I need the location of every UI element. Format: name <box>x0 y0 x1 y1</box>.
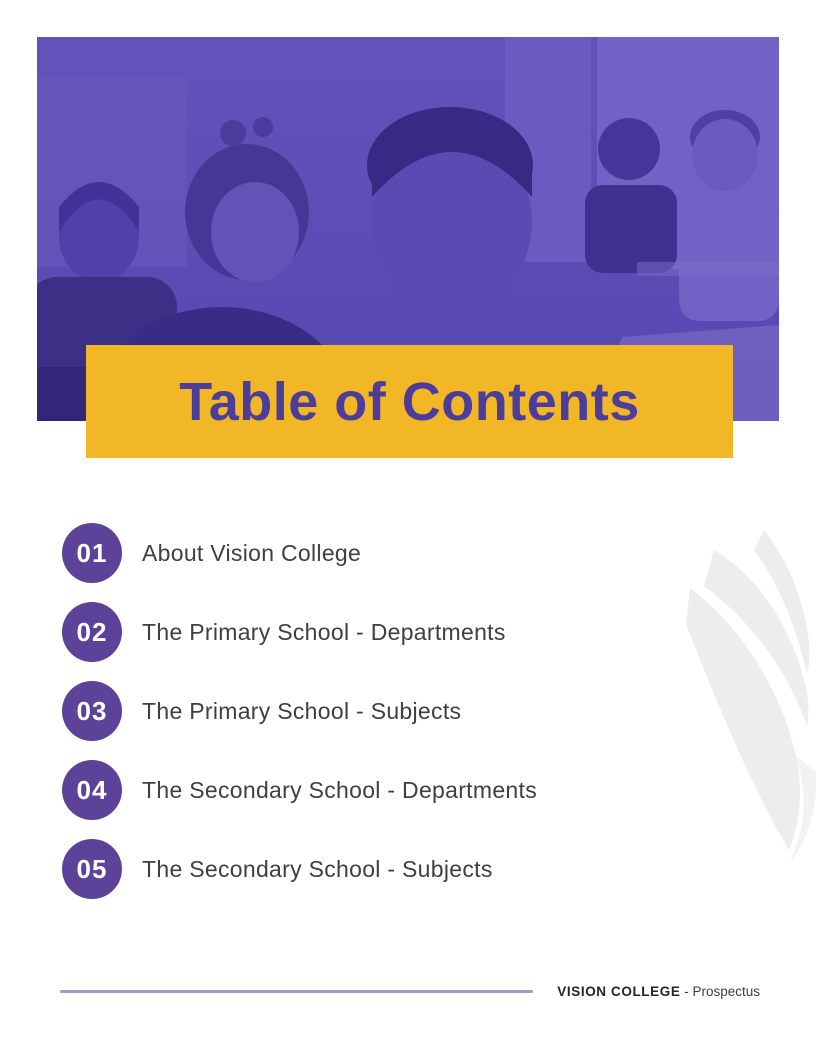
toc-number-badge: 04 <box>62 760 122 820</box>
footer-brand: VISION COLLEGE <box>557 983 681 999</box>
toc-item-02 <box>62 602 537 662</box>
hero-image <box>37 37 779 432</box>
toc-item-label: The Primary School - Departments <box>142 618 506 645</box>
toc-item-label: The Primary School - Subjects <box>142 697 462 724</box>
footer-divider <box>60 990 533 993</box>
toc-item-label: The Secondary School - Departments <box>142 776 538 803</box>
book-pages-watermark-icon <box>684 528 816 868</box>
toc-item-04 <box>62 760 537 820</box>
toc-list <box>62 523 537 899</box>
title-banner <box>86 345 733 458</box>
footer-doc-label: - Prospectus <box>684 983 760 999</box>
footer-text <box>557 984 760 999</box>
page-footer <box>60 982 760 1000</box>
toc-item-label: The Secondary School - Subjects <box>142 855 493 882</box>
toc-item-03 <box>62 681 537 741</box>
toc-number-badge: 03 <box>62 681 122 741</box>
toc-item-05 <box>62 839 537 899</box>
toc-item-01 <box>62 523 537 583</box>
toc-number-badge: 02 <box>62 602 122 662</box>
toc-number-badge: 05 <box>62 839 122 899</box>
page-title: Table of Contents <box>179 371 640 432</box>
toc-item-label: About Vision College <box>142 539 362 566</box>
toc-number-badge: 01 <box>62 523 122 583</box>
